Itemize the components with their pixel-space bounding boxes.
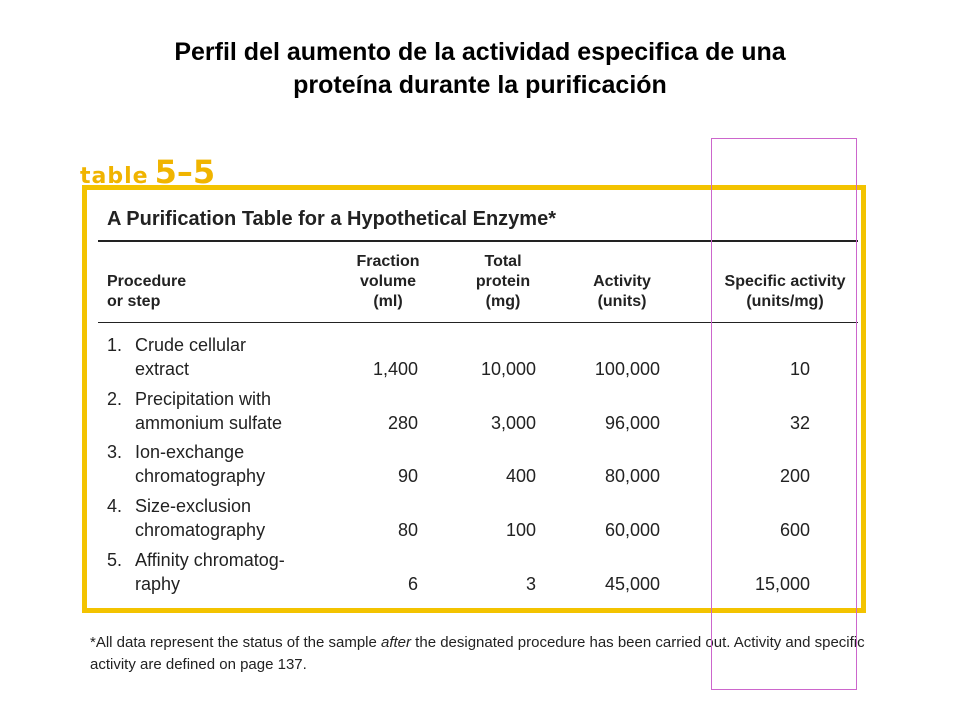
row-2-activity: 96,000: [604, 413, 660, 433]
footnote-text: the designated procedure has been carried out. Activity and specific activity are defined on page 137.: [90, 634, 865, 673]
row-2-procedure: [135, 387, 282, 435]
slide-title-line-2: proteína durante la purificación: [293, 71, 667, 99]
row-3-volume: 90: [397, 466, 418, 486]
header-fraction-volume: [338, 252, 438, 312]
slide-title-line-1: Perfil del aumento de la actividad especifica de una: [174, 38, 786, 66]
header-procedure-line: Procedure: [107, 273, 187, 290]
row-2-volume: 280: [387, 413, 418, 433]
row-5-activity: 45,000: [604, 574, 660, 594]
table-label-word: table: [80, 164, 149, 189]
header-total-protein-line: protein: [475, 273, 531, 290]
header-procedure: [107, 272, 186, 312]
row-5-volume: 6: [407, 574, 418, 594]
row-4-protein: 100: [505, 520, 536, 540]
row-2-number: 2.: [107, 389, 123, 409]
header-fraction-volume-line: (ml): [373, 293, 403, 310]
row-4-procedure-line: chromatography: [135, 520, 266, 540]
row-4-number: 4.: [107, 496, 123, 516]
header-fraction-volume-line: volume: [359, 273, 416, 290]
row-2-procedure-line: ammonium sulfate: [135, 413, 283, 433]
header-total-protein-line: Total: [484, 253, 522, 270]
header-fraction-volume-line: Fraction: [356, 253, 420, 270]
row-3-specific-activity: 200: [779, 466, 810, 486]
footnote-text: *All data represent the status of the sample: [90, 634, 381, 651]
row-5-number: 5.: [107, 550, 123, 570]
row-1-procedure-line: extract: [135, 359, 190, 379]
row-4-procedure-line: Size-exclusion: [135, 496, 252, 516]
row-1-protein: 10,000: [480, 359, 536, 379]
row-5-specific-activity: 15,000: [754, 574, 810, 594]
row-1-number: 1.: [107, 335, 123, 355]
row-3-procedure-line: chromatography: [135, 466, 266, 486]
row-3-procedure-line: Ion-exchange: [135, 442, 245, 462]
row-3-protein: 400: [505, 466, 536, 486]
header-total-protein: [458, 252, 548, 312]
slide-title: [60, 36, 900, 102]
row-5-procedure: [135, 548, 285, 596]
row-4-activity: 60,000: [604, 520, 660, 540]
row-5-procedure-line: raphy: [135, 574, 181, 594]
header-activity: [572, 272, 672, 312]
row-5-protein: 3: [525, 574, 536, 594]
header-activity-line: Activity: [593, 273, 651, 290]
row-1-specific-activity: 10: [789, 359, 810, 379]
row-4-procedure: [135, 494, 265, 542]
header-specific-activity-line: Specific activity: [724, 273, 846, 290]
row-1-activity: 100,000: [594, 359, 660, 379]
footnote-emphasis: after: [381, 634, 412, 651]
row-3-number: 3.: [107, 442, 123, 462]
row-3-activity: 80,000: [604, 466, 660, 486]
row-1-procedure-line: Crude cellular: [135, 335, 247, 355]
header-procedure-line: or step: [107, 293, 161, 310]
row-2-specific-activity: 32: [789, 413, 810, 433]
table-label-number: 5–5: [154, 153, 216, 191]
row-2-procedure-line: Precipitation with: [135, 389, 272, 409]
table-title: A Purification Table for a Hypothetical Enzyme*: [107, 208, 556, 230]
row-4-volume: 80: [397, 520, 418, 540]
specific-activity-highlight-box: [711, 138, 857, 690]
row-5-procedure-line: Affinity chromatog-: [135, 550, 285, 570]
header-specific-activity-line: (units/mg): [746, 293, 824, 310]
row-3-procedure: [135, 440, 265, 488]
row-1-volume: 1,400: [372, 359, 418, 379]
row-2-protein: 3,000: [490, 413, 536, 433]
header-activity-line: (units): [597, 293, 647, 310]
row-4-specific-activity: 600: [779, 520, 810, 540]
header-total-protein-line: (mg): [485, 293, 521, 310]
row-1-procedure: [135, 333, 246, 381]
